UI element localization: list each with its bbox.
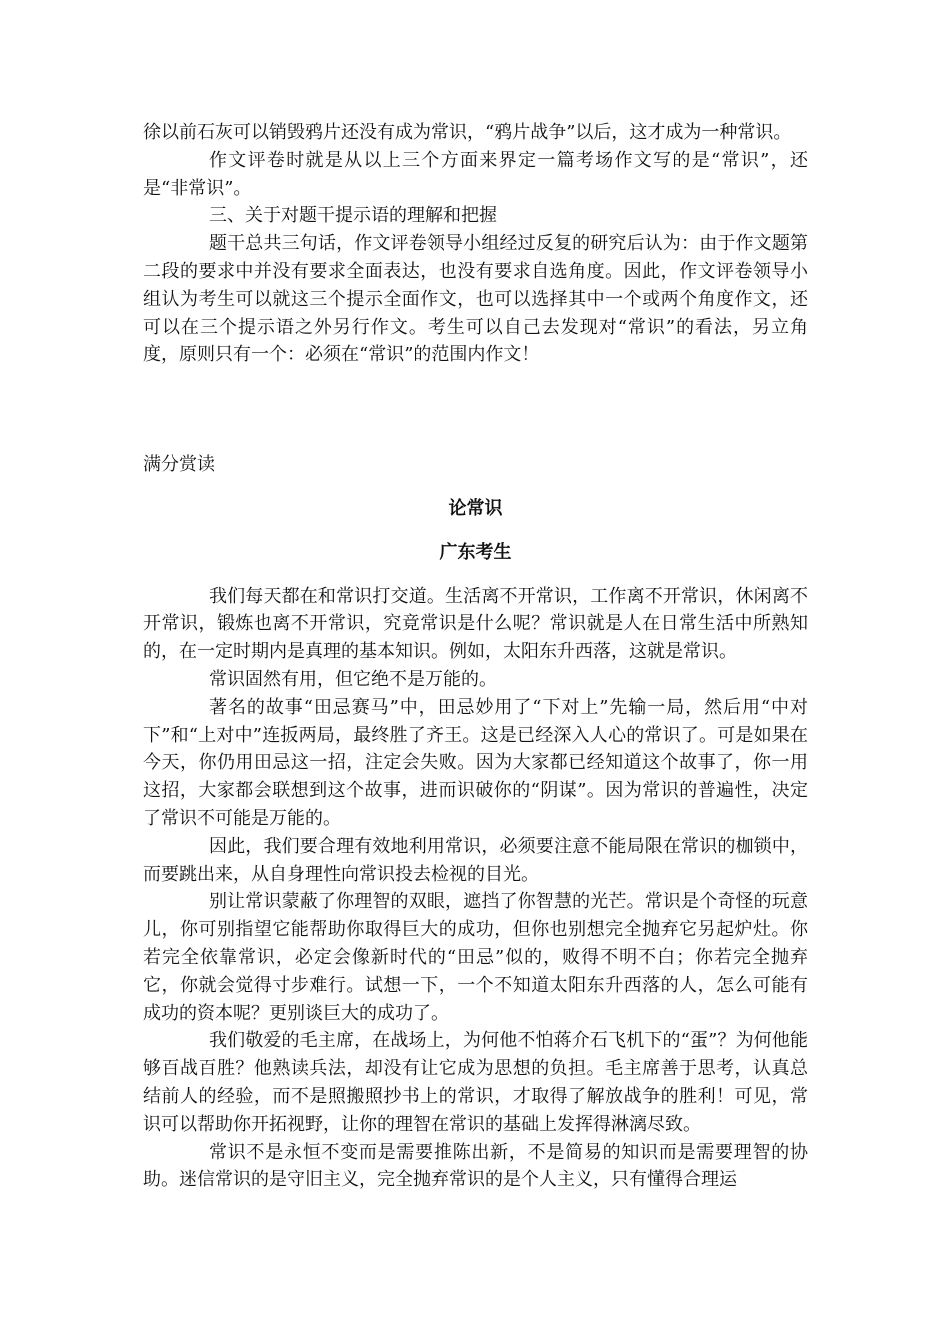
essay-paragraph: 我们每天都在和常识打交道。生活离不开常识，工作离不开常识，休闲离不开常识，锻炼也离不开常识，究竟常识是什么呢？常识就是人在日常生活中所熟知的，在一定时期内是真理的基本知识。例如，太阳东升西落，这就是常识。 (143, 585, 808, 663)
spacer (143, 369, 808, 451)
intro-paragraph-1: 徐以前石灰可以销毁鸦片还没有成为常识，“鸦片战争”以后，这才成为一种常识。 (143, 122, 792, 143)
essay-author: 广东考生 (439, 541, 512, 563)
intro-paragraph-3: 题干总共三句话，作文评卷领导小组经过反复的研究后认为：由于作文题第二段的要求中并没有要求全面表达，也没有要求自选角度。因此，作文评卷领导小组认为考生可以就这三个提示全面作文，也可以选择其中一个或两个角度作文，还可以在三个提示语之外另行作文。考生可以自己去发现对“常识”的看法，另立角度，原则只有一个：必须在“常识”的范围内作文！ (143, 233, 808, 366)
intro-paragraph-2: 作文评卷时就是从以上三个方面来界定一篇考场作文写的是“常识”，还是“非常识”。 (143, 149, 808, 199)
essay-title: 论常识 (448, 497, 503, 519)
spacer (143, 523, 808, 539)
essay-paragraph: 常识固然有用，但它绝不是万能的。 (209, 668, 497, 690)
spacer (143, 567, 808, 583)
essay-paragraph: 著名的故事“田忌赛马”中，田忌妙用了“下对上”先输一局，然后用“中对下”和“上对中”连扳两局，最终胜了齐王。这是已经深入人心的常识了。可是如果在今天，你仍用田忌这一招，注定会失败。因为大家都已经知道这个故事了，你一用这招，大家都会联想到这个故事，进而识破你的“阴谋”。因为常识的普遍性，决定了常识不可能是万能的。 (143, 696, 808, 829)
essay-paragraph: 因此，我们要合理有效地利用常识，必须要注意不能局限在常识的枷锁中，而要跳出来，从自身理性向常识投去检视的目光。 (143, 835, 808, 885)
essay-paragraph: 别让常识蒙蔽了你理智的双眼，遮挡了你智慧的光芒。常识是个奇怪的玩意儿，你可别指望它能帮助你取得巨大的成功，但你也别想完全抛弃它另起炉灶。你若完全依靠常识，必定会像新时代的“田忌”似的，败得不明不白；你若完全抛弃它，你就会觉得寸步难行。试想一下，一个不知道太阳东升西落的人，怎么可能有成功的资本呢？更别谈巨大的成功了。 (143, 891, 808, 1024)
section-heading: 三、关于对题干提示语的理解和把握 (209, 205, 497, 227)
section-label: 满分赏读 (143, 454, 215, 476)
essay-paragraph: 我们敬爱的毛主席，在战场上，为何他不怕蒋介石飞机下的“蛋”？为何他能够百战百胜？他熟读兵法，却没有让它成为思想的负担。毛主席善于思考，认真总结前人的经验，而不是照搬照抄书上的常识，才取得了解放战争的胜利！可见，常识可以帮助你开拓视野，让你的理智在常识的基础上发挥得淋漓尽致。 (143, 1030, 808, 1135)
essay-paragraph: 常识不是永恒不变而是需要推陈出新，不是简易的知识而是需要理智的协助。迷信常识的是守旧主义，完全抛弃常识的是个人主义，只有懂得合理运 (143, 1141, 808, 1191)
spacer (143, 479, 808, 495)
document-page (143, 119, 808, 1194)
